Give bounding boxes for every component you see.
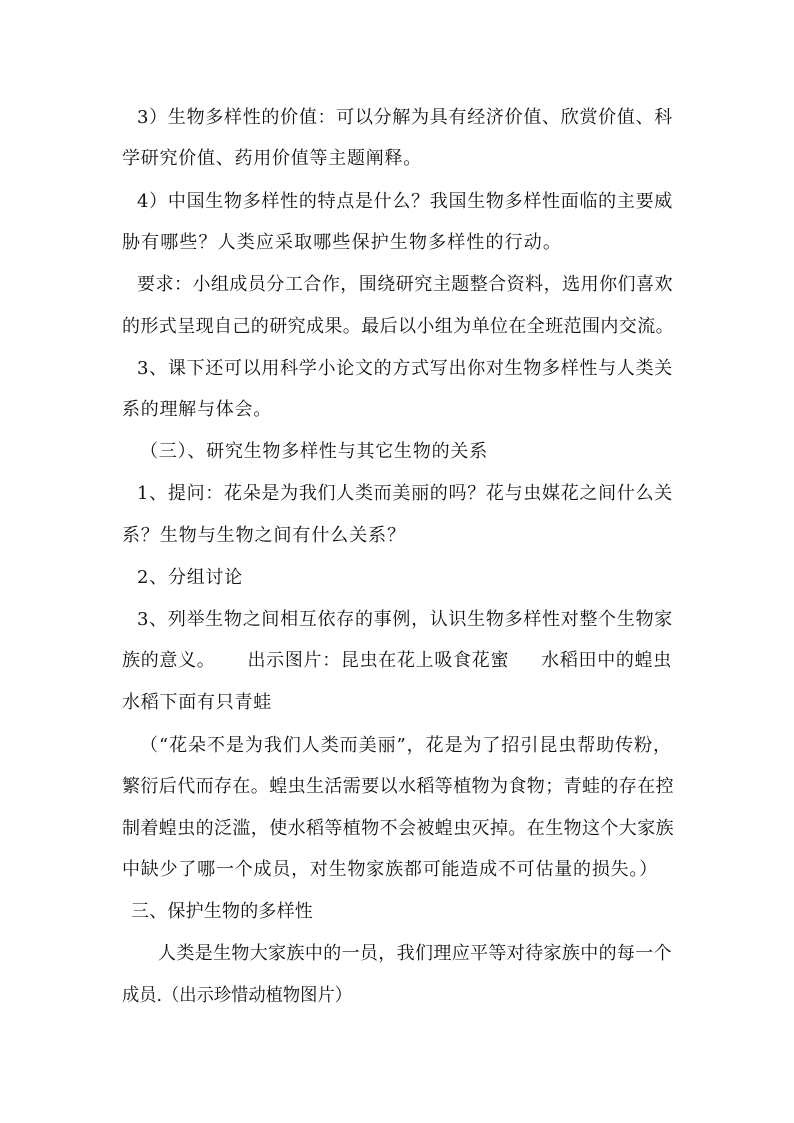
text-line: 3、列举生物之间相互依存的事例，认识生物多样性对整个生物家	[137, 609, 673, 630]
text-line: 系？生物与生物之间有什么关系？	[122, 525, 406, 546]
text-line: 繁衍后代而存在。蝗虫生活需要以水稻等植物为食物；青蛙的存在控	[122, 776, 674, 797]
text-line: 水稻下面有只青蛙	[122, 692, 272, 713]
text-line: 的形式呈现自己的研究成果。最后以小组为单位在全班范围内交流。	[122, 316, 674, 337]
text-line: 人类是生物大家族中的一员，我们理应平等对待家族中的每一个	[158, 943, 672, 964]
text-line: 3、课下还可以用科学小论文的方式写出你对生物多样性与人类关	[137, 358, 673, 379]
section-heading: 三、保护生物的多样性	[131, 901, 313, 922]
section-heading: （三）、研究生物多样性与其它生物的关系	[140, 441, 488, 462]
text-line: 4）中国生物多样性的特点是什么？我国生物多样性面临的主要威	[137, 191, 673, 212]
text-line: 要求：小组成员分工合作，围绕研究主题整合资料，选用你们喜欢	[137, 274, 673, 295]
text-line: 2、分组讨论	[137, 567, 243, 588]
text-line: 族的意义。 出示图片：昆虫在花上吸食花蜜 水稻田中的蝗虫	[122, 650, 672, 671]
text-line: （“花朵不是为我们人类而美丽”，花是为了招引昆虫帮助传粉，	[140, 735, 672, 756]
text-line: 成员.（出示珍惜动植物图片）	[122, 985, 352, 1006]
text-line: 制着蝗虫的泛滥，使水稻等植物不会被蝗虫灭掉。在生物这个大家族	[122, 818, 674, 839]
text-line: 中缺少了哪一个成员，对生物家族都可能造成不可估量的损失。）	[122, 859, 658, 880]
text-line: 1、提问：花朵是为我们人类而美丽的吗？花与虫媒花之间什么关	[137, 483, 673, 504]
text-line: 学研究价值、药用价值等主题阐释。	[122, 148, 422, 169]
text-line: 胁有哪些？人类应采取哪些保护生物多样性的行动。	[122, 232, 562, 253]
text-line: 系的理解与体会。	[122, 399, 272, 420]
text-line: 3）生物多样性的价值：可以分解为具有经济价值、欣赏价值、科	[137, 107, 673, 128]
